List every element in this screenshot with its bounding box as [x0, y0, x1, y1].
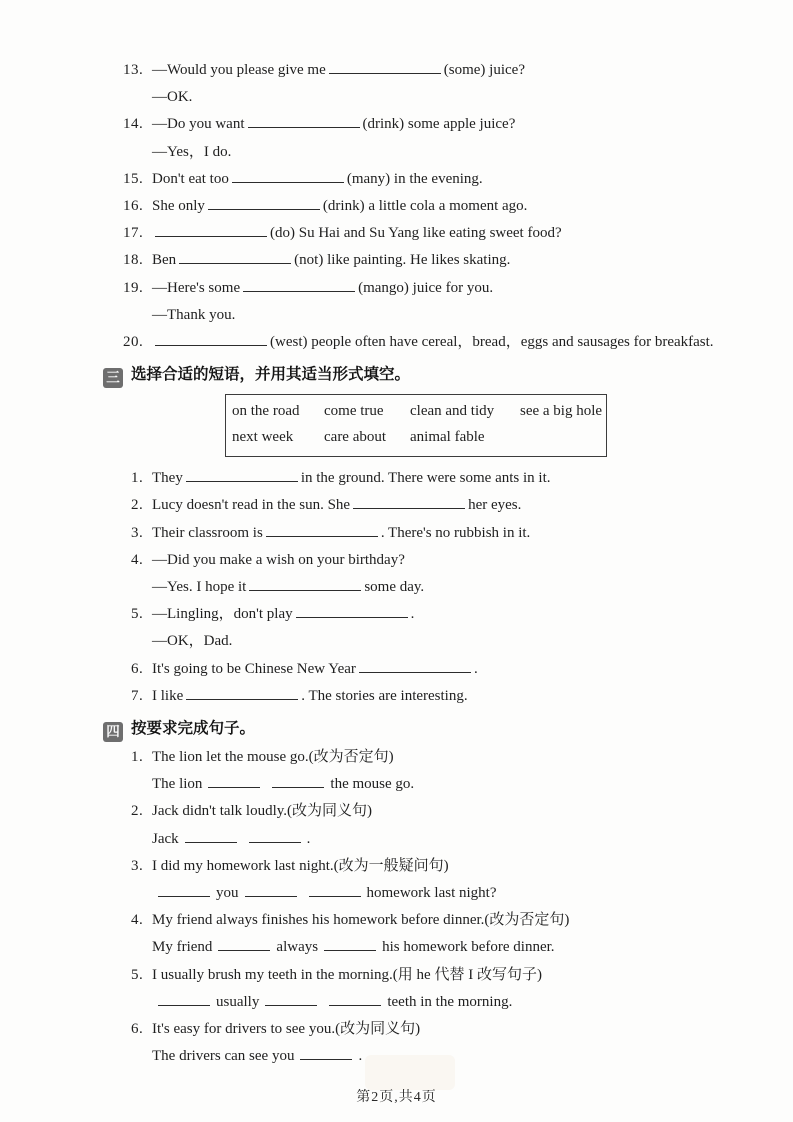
question-number: 2. — [131, 803, 144, 820]
question-number: 1. — [131, 749, 144, 766]
question-number: 13. — [123, 62, 144, 78]
question-text: his homework before dinner. — [382, 939, 555, 956]
question-text: —OK，Dad. — [152, 633, 233, 650]
question-text: the mouse go. — [330, 776, 415, 793]
question-text: some day. — [364, 579, 425, 596]
question-text: (do) Su Hai and Su Yang like eating sweet food? — [270, 225, 562, 242]
answer-blank — [296, 602, 408, 618]
question-continuation-line — [131, 1043, 793, 1070]
scan-artifact — [365, 1055, 455, 1090]
question-number: 1. — [131, 470, 144, 487]
answer-blank — [324, 935, 376, 951]
question-line — [131, 465, 793, 492]
section-four-marker: 四 — [103, 722, 123, 742]
question-line — [131, 962, 793, 989]
question-number: 6. — [131, 1021, 144, 1038]
answer-blank — [158, 990, 210, 1006]
question-text: The lion let the mouse go.(改为否定句) — [152, 749, 394, 766]
question-line — [123, 329, 793, 356]
question-item — [123, 166, 793, 193]
question-line — [131, 744, 793, 771]
question-text: . — [410, 606, 415, 623]
question-text: homework last night? — [366, 885, 497, 902]
question-text: (some) juice? — [443, 62, 525, 78]
question-text: you — [216, 885, 239, 902]
question-line — [123, 193, 793, 220]
question-line — [131, 520, 793, 547]
question-continuation-line — [131, 989, 793, 1016]
answer-blank — [158, 881, 210, 897]
answer-blank — [265, 990, 317, 1006]
section-three-heading — [103, 361, 793, 388]
question-item — [123, 247, 793, 274]
answer-blank — [266, 521, 378, 537]
question-text: It's easy for drivers to see you.(改为同义句) — [152, 1021, 421, 1038]
section-four-questions — [131, 744, 793, 1070]
answer-blank — [243, 276, 355, 292]
question-item — [123, 57, 793, 111]
question-text: . The stories are interesting. — [301, 687, 468, 704]
question-line — [131, 907, 793, 934]
answer-blank — [218, 935, 270, 951]
question-text: —Yes，I do. — [152, 143, 232, 160]
question-text: —OK. — [152, 89, 193, 106]
question-number: 3. — [131, 857, 144, 874]
question-number: 16. — [123, 198, 144, 215]
answer-blank — [359, 657, 471, 673]
answer-blank — [208, 194, 320, 210]
question-number: 7. — [131, 687, 144, 704]
question-item — [131, 547, 793, 601]
answer-blank — [186, 684, 298, 700]
question-item — [123, 193, 793, 220]
question-text: She only — [152, 198, 205, 215]
question-number: 6. — [131, 660, 144, 677]
question-line — [131, 547, 793, 574]
question-text: —Do you want — [152, 116, 245, 133]
question-item — [131, 656, 793, 683]
question-number: 19. — [123, 279, 144, 296]
question-line — [131, 683, 793, 710]
question-item — [123, 220, 793, 247]
question-text: . — [473, 660, 478, 677]
question-text: (many) in the evening. — [346, 170, 483, 187]
question-text: (drink) some apple juice? — [362, 116, 516, 133]
question-text: —Did you make a wish on your birthday? — [152, 551, 405, 568]
question-line — [131, 656, 793, 683]
question-text: Don't eat too — [152, 170, 229, 187]
question-line — [123, 57, 793, 84]
question-continuation-line — [131, 574, 793, 601]
question-text: The lion — [152, 776, 203, 793]
question-continuation-line — [131, 628, 793, 655]
question-text: her eyes. — [468, 497, 522, 514]
question-number: 4. — [131, 551, 144, 568]
section-three-questions — [131, 465, 793, 710]
phrase-option: care about — [324, 429, 387, 446]
question-text: . — [306, 830, 311, 847]
question-text: . — [358, 1048, 363, 1065]
question-number: 2. — [131, 497, 144, 514]
question-text: —Thank you. — [152, 306, 236, 323]
question-line — [131, 798, 793, 825]
question-number: 5. — [131, 606, 144, 623]
question-item — [131, 520, 793, 547]
question-item — [131, 1016, 793, 1070]
question-text: always — [276, 939, 319, 956]
phrase-row — [232, 424, 604, 450]
answer-blank — [249, 575, 361, 591]
phrase-option: animal fable — [410, 429, 485, 446]
answer-blank — [245, 881, 297, 897]
answer-blank — [232, 167, 344, 183]
answer-blank — [186, 466, 298, 482]
question-item — [131, 907, 793, 961]
question-text: Jack didn't talk loudly.(改为同义句) — [152, 803, 373, 820]
section-four-heading — [103, 715, 793, 742]
question-line — [123, 220, 793, 247]
answer-blank — [249, 827, 301, 843]
question-text: (drink) a little cola a moment ago. — [322, 198, 528, 215]
question-item — [131, 962, 793, 1016]
question-number: 15. — [123, 170, 144, 187]
question-text: . There's no rubbish in it. — [380, 524, 531, 541]
question-item — [131, 601, 793, 655]
answer-blank — [329, 990, 381, 1006]
page-number: 第2页,共4页 — [356, 1090, 437, 1105]
question-text: Ben — [152, 252, 177, 269]
question-text: usually — [216, 993, 260, 1010]
question-line — [123, 275, 793, 302]
question-line — [131, 1016, 793, 1043]
phrase-row — [232, 398, 604, 424]
question-line — [123, 247, 793, 274]
section-three-marker: 三 — [103, 368, 123, 388]
question-number: 4. — [131, 912, 144, 929]
question-item — [123, 275, 793, 329]
question-continuation-line — [131, 934, 793, 961]
question-item — [131, 744, 793, 798]
question-item — [131, 853, 793, 907]
question-number: 14. — [123, 116, 144, 133]
question-text: (west) people often have cereal，bread，eggs and sausages for breakfast. — [270, 334, 714, 351]
question-number: 17. — [123, 225, 144, 242]
phrase-option: on the road — [232, 403, 300, 420]
question-line — [123, 166, 793, 193]
question-line — [131, 853, 793, 880]
question-continuation-line — [123, 84, 793, 111]
phrase-option: next week — [232, 429, 294, 446]
question-item — [123, 111, 793, 165]
answer-blank — [185, 827, 237, 843]
answer-blank — [272, 772, 324, 788]
question-item — [131, 683, 793, 710]
question-text: I usually brush my teeth in the morning.(用 he 代替 I 改写句子) — [152, 966, 542, 983]
question-continuation-line — [131, 771, 793, 798]
question-text: Lucy doesn't read in the sun. She — [152, 497, 351, 514]
question-text: My friend always finishes his homework before dinner.(改为否定句) — [152, 912, 570, 929]
question-text: —Lingling，don't play — [152, 606, 293, 623]
answer-blank — [300, 1044, 352, 1060]
fill-in-blank-questions — [123, 57, 793, 356]
question-text: —Would you please give me — [152, 62, 326, 78]
question-text: (mango) juice for you. — [358, 279, 494, 296]
question-continuation-line — [123, 139, 793, 166]
phrase-option: clean and tidy — [410, 403, 495, 420]
question-line — [123, 111, 793, 138]
phrase-option: come true — [324, 403, 384, 420]
question-number: 3. — [131, 524, 144, 541]
question-text: —Yes. I hope it — [152, 579, 247, 596]
answer-blank — [155, 221, 267, 237]
question-item — [123, 329, 793, 356]
phrase-option: see a big hole — [520, 403, 603, 420]
question-text: It's going to be Chinese New Year — [152, 660, 356, 677]
answer-blank — [179, 248, 291, 264]
question-text: Their classroom is — [152, 524, 263, 541]
question-continuation-line — [123, 302, 793, 329]
phrase-word-bank — [225, 394, 607, 457]
section-three-title: 选择合适的短语，并用其适当形式填空。 — [131, 366, 411, 384]
answer-blank — [155, 330, 267, 346]
question-text: I like — [152, 687, 184, 704]
answer-blank — [208, 772, 260, 788]
question-text: They — [152, 470, 183, 487]
question-text: My friend — [152, 939, 213, 956]
section-four-title: 按要求完成句子。 — [131, 720, 256, 738]
question-text: —Here's some — [152, 279, 241, 296]
answer-blank — [248, 112, 360, 128]
question-line — [131, 601, 793, 628]
question-item — [131, 492, 793, 519]
question-item — [131, 798, 793, 852]
answer-blank — [329, 58, 441, 74]
question-text: teeth in the morning. — [387, 993, 513, 1010]
question-line — [131, 492, 793, 519]
question-number: 18. — [123, 252, 144, 269]
question-text: The drivers can see you — [152, 1048, 295, 1065]
question-text: I did my homework last night.(改为一般疑问句) — [152, 857, 449, 874]
question-number: 5. — [131, 966, 144, 983]
question-continuation-line — [131, 880, 793, 907]
question-text: in the ground. There were some ants in it. — [300, 470, 551, 487]
question-text: Jack — [152, 830, 179, 847]
question-text: (not) like painting. He likes skating. — [294, 252, 511, 269]
question-continuation-line — [131, 826, 793, 853]
answer-blank — [353, 493, 465, 509]
question-item — [131, 465, 793, 492]
question-number: 20. — [123, 334, 144, 351]
answer-blank — [309, 881, 361, 897]
